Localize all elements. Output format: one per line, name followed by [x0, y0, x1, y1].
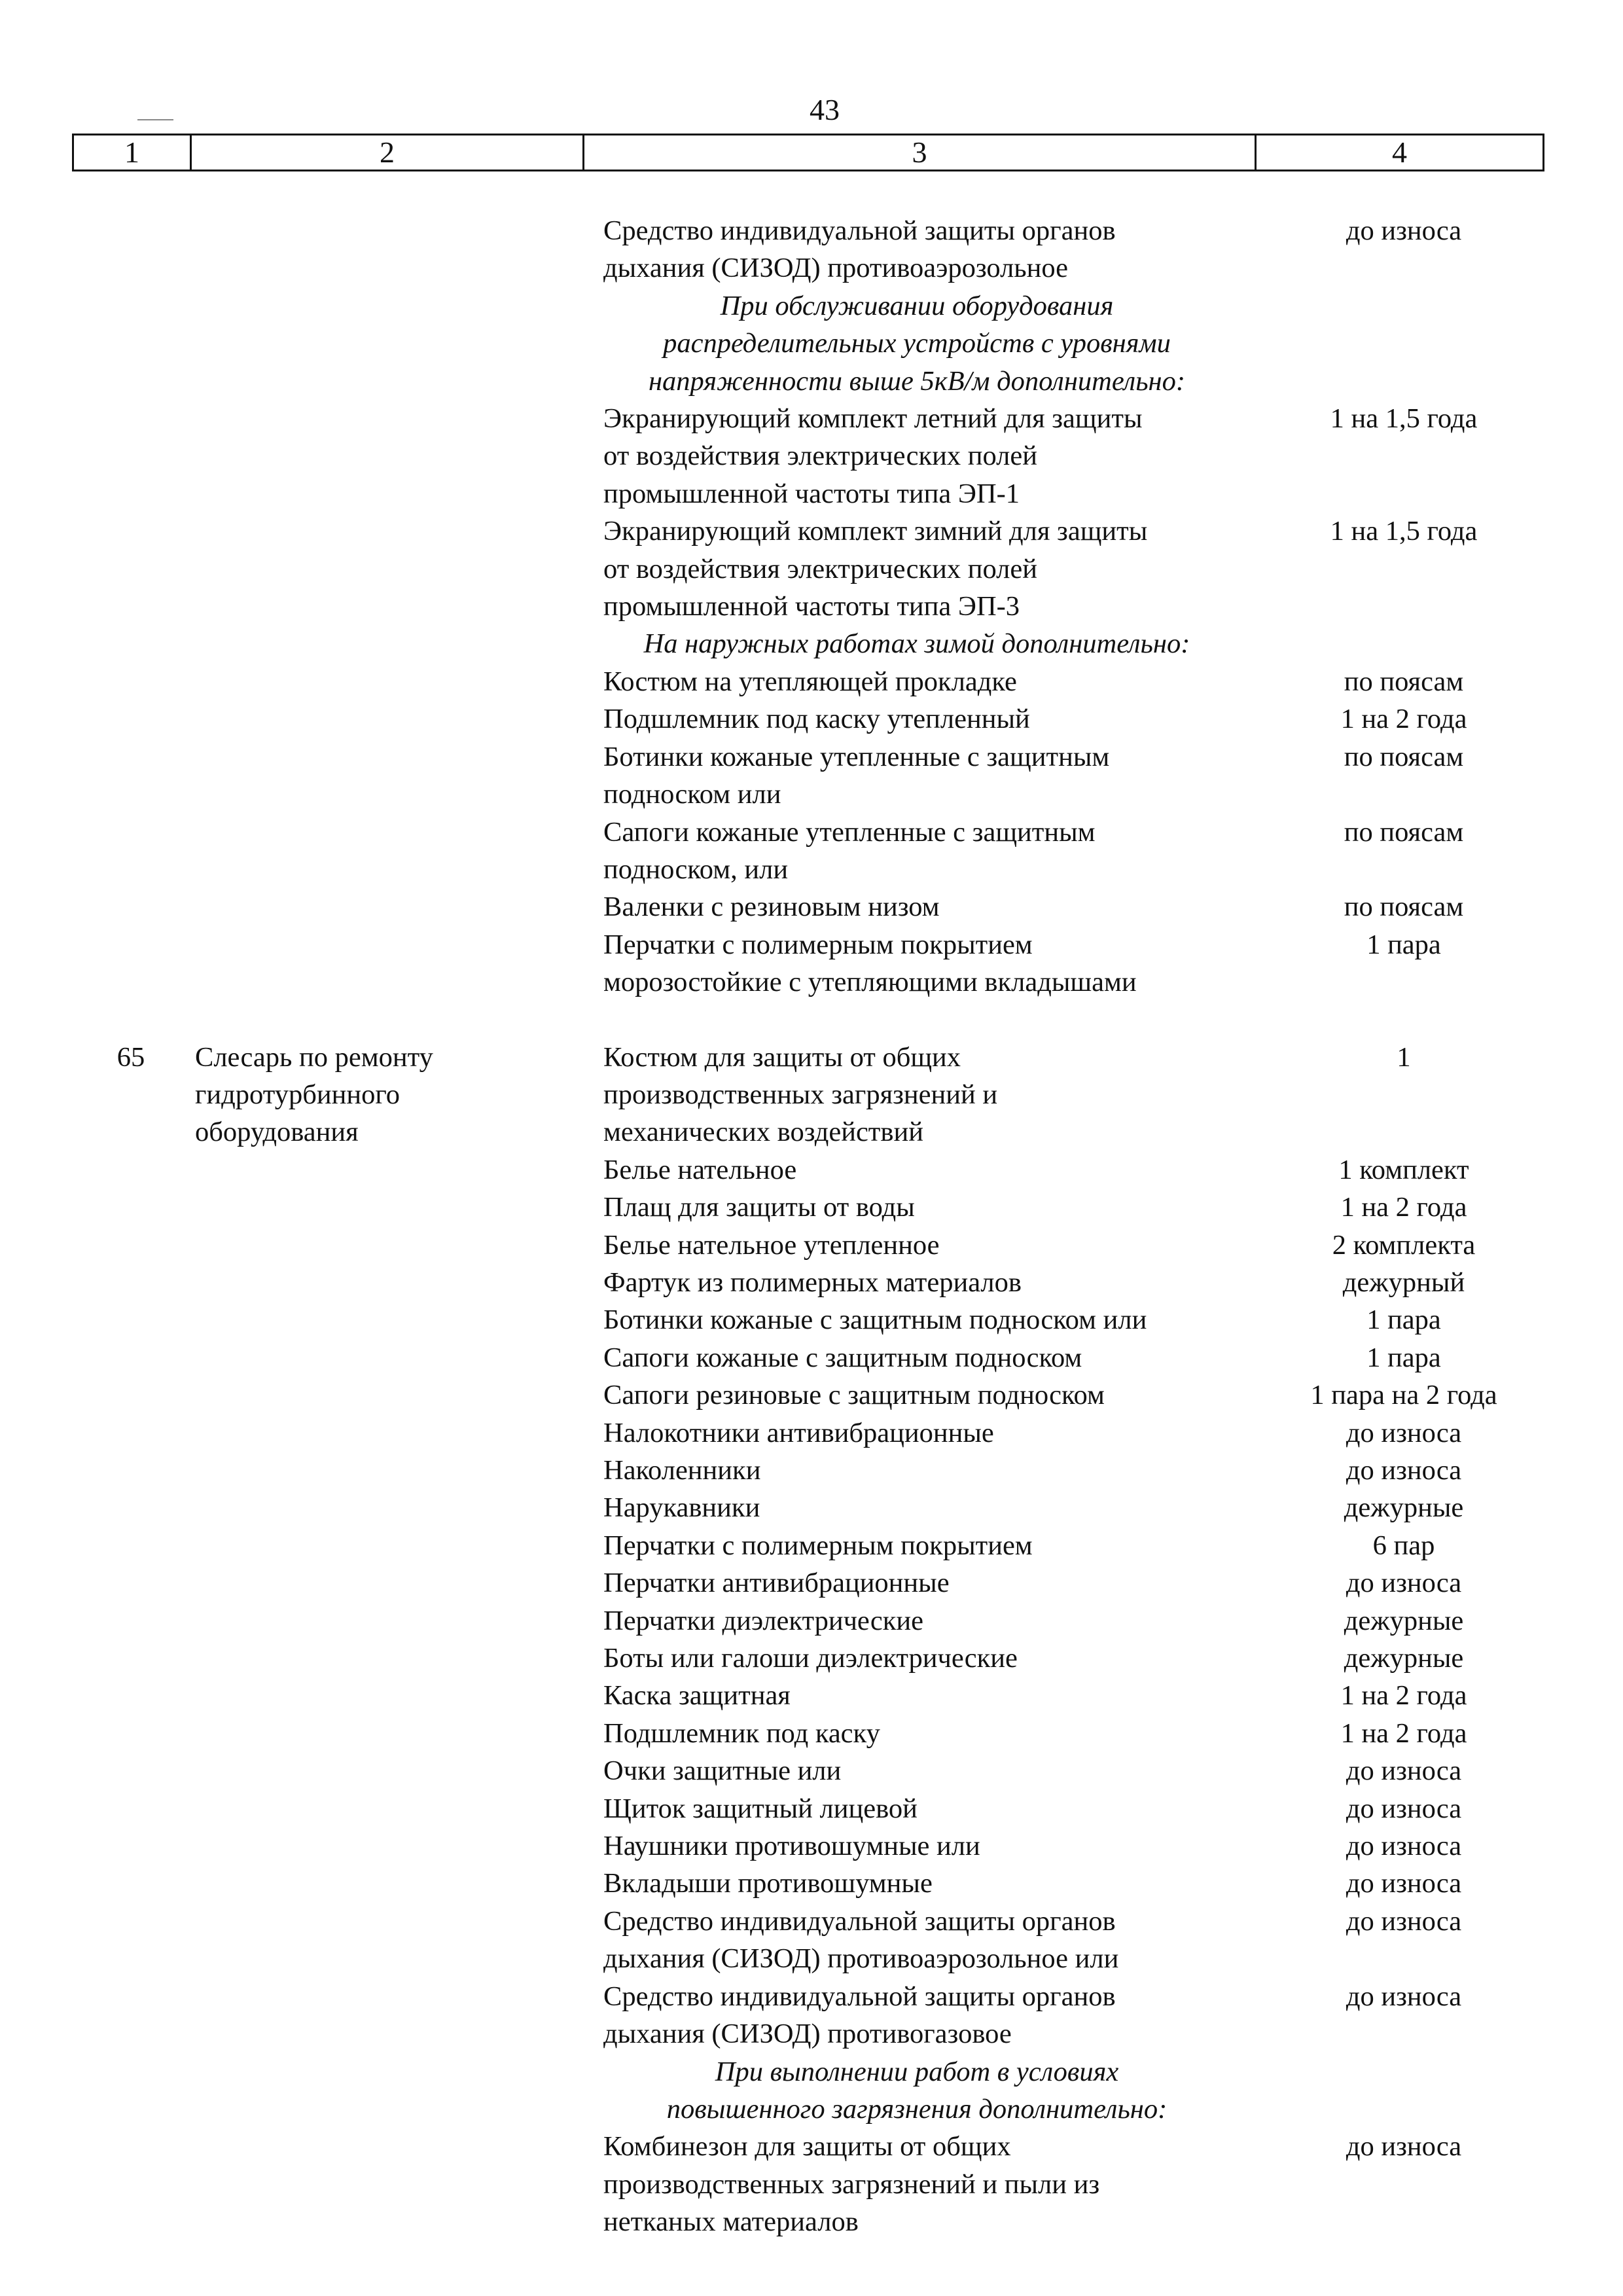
item-name: [596, 1452, 1263, 1489]
header-col-2: 2: [192, 135, 584, 170]
text-line: Подшлемник под каску утепленный: [603, 704, 1030, 735]
table-row: [596, 1865, 1544, 1902]
table-row: [596, 1827, 1544, 1865]
text-line: Экранирующий комплект летний для защиты: [603, 403, 1143, 435]
item-name: [596, 1903, 1263, 1978]
text-line: Костюм на утепляющей прокладке: [603, 666, 1017, 697]
text-line: Перчатки с полимерным покрытием: [603, 929, 1033, 960]
empty-cell: [190, 625, 596, 662]
empty-cell: [72, 926, 190, 1001]
item-name: [596, 700, 1263, 738]
item-norm: 1 на 2 года: [1340, 1680, 1467, 1712]
item-norm: 1 пара: [1366, 1342, 1441, 1373]
item-norm: 1 на 1,5 года: [1330, 403, 1478, 435]
text-line: Плащ для защиты от воды: [603, 1192, 915, 1223]
item-name: [596, 1640, 1263, 1677]
text-line: Каска защитная: [603, 1680, 791, 1712]
item-name: [596, 512, 1263, 625]
text-line: Валенки с резиновым низом: [603, 891, 940, 923]
item-norm: 6 пар: [1372, 1530, 1435, 1561]
empty-cell: [190, 287, 596, 400]
item-name: [596, 1039, 1263, 1151]
text-line: дыхания (СИЗОД) противоаэрозольное: [603, 253, 1069, 284]
text-line: морозостойкие с утепляющими вкладышами: [603, 967, 1137, 998]
item-norm: 1 на 2 года: [1340, 1192, 1467, 1223]
item-norm: 1: [1397, 1041, 1411, 1073]
item-name: [596, 1189, 1263, 1226]
table-row: [596, 2128, 1544, 2240]
item-norm: до износа: [1346, 1417, 1462, 1448]
profession-line: оборудования: [195, 1117, 359, 1148]
text-line: повышенного загрязнения дополнительно:: [666, 2093, 1168, 2125]
text-line: распределительных устройств с уровнями: [663, 328, 1171, 359]
table-row: [596, 1339, 1544, 1376]
profession-line: гидротурбинного: [195, 1079, 400, 1110]
item-name: [596, 1790, 1263, 1827]
text-line: Сапоги кожаные с защитным подноском: [603, 1342, 1082, 1373]
item-name: [596, 926, 1263, 1001]
item-name: [596, 1527, 1263, 1564]
text-line: Белье нательное утепленное: [603, 1229, 940, 1261]
item-norm: 1 пара: [1366, 929, 1441, 960]
table-header: [72, 134, 1544, 171]
text-line: Белье нательное: [603, 1154, 797, 1185]
item-norm: по поясам: [1344, 816, 1464, 848]
table-row: [596, 1715, 1544, 1752]
empty-cell: [190, 814, 596, 889]
item-norm: 1 пара: [1366, 1304, 1441, 1336]
item-name: [596, 814, 1263, 889]
text-line: Боты или галоши диэлектрические: [603, 1643, 1018, 1674]
text-line: Фартук из полимерных материалов: [603, 1266, 1022, 1298]
text-line: Перчатки диэлектрические: [603, 1605, 923, 1636]
text-line: Очки защитные или: [603, 1755, 842, 1787]
text-line: от воздействия электрических полей: [603, 440, 1037, 472]
empty-cell: [190, 888, 596, 925]
item-norm: 2 комплекта: [1332, 1229, 1476, 1261]
text-line: Костюм для защиты от общих: [603, 1041, 961, 1073]
text-line: подноском или: [603, 779, 781, 810]
item-name: [596, 1339, 1263, 1376]
item-name: [596, 1677, 1263, 1714]
item-norm: 1 на 2 года: [1340, 704, 1467, 735]
empty-cell: [190, 926, 596, 1001]
item-norm: до износа: [1346, 1981, 1462, 2012]
item-norm: 1 пара на 2 года: [1310, 1380, 1497, 1411]
section-note: [596, 2053, 1263, 2128]
empty-cell: [72, 512, 190, 625]
text-line: На наружных работах зимой дополнительно:: [643, 628, 1190, 660]
entry-items: [596, 1039, 1544, 2241]
item-name: [596, 1602, 1263, 1640]
table-row: [596, 1227, 1544, 1264]
item-norm: по поясам: [1344, 741, 1464, 772]
empty-cell: [72, 663, 190, 700]
section-note: [596, 287, 1263, 400]
item-name: [596, 1301, 1263, 1338]
item-norm: до износа: [1346, 1868, 1462, 1899]
page-number: 43: [810, 93, 840, 126]
text-line: производственных загрязнений и пыли из: [603, 2168, 1100, 2200]
header-dash: [137, 119, 173, 120]
item-name: [596, 1489, 1263, 1526]
empty-cell: [190, 212, 596, 287]
empty-cell: [190, 400, 596, 512]
table-row: [72, 663, 1544, 700]
item-norm: до износа: [1346, 215, 1462, 246]
item-norm: 1 на 1,5 года: [1330, 516, 1478, 547]
text-line: Средство индивидуальной защиты органов: [603, 1981, 1116, 2012]
text-line: При выполнении работ в условиях: [715, 2056, 1119, 2087]
table-row: [72, 400, 1544, 512]
table-body: [72, 212, 1544, 2241]
table-row: [596, 1301, 1544, 1338]
empty-cell: [72, 287, 190, 400]
item-norm: по поясам: [1344, 666, 1464, 697]
item-name: [596, 2128, 1263, 2240]
item-norm: 1 комплект: [1338, 1154, 1469, 1185]
text-line: дыхания (СИЗОД) противогазовое: [603, 2018, 1012, 2050]
text-line: промышленной частоты типа ЭП-1: [603, 478, 1020, 509]
item-name: [596, 400, 1263, 512]
text-line: Подшлемник под каску: [603, 1717, 880, 1749]
item-name: [596, 1151, 1263, 1189]
item-name: [596, 663, 1263, 700]
item-norm: [1263, 2053, 1544, 2128]
table-row: [72, 700, 1544, 738]
table-row: [596, 1452, 1544, 1489]
item-norm: дежурные: [1344, 1605, 1464, 1636]
text-line: Вкладыши противошумные: [603, 1868, 933, 1899]
table-row: [596, 1039, 1544, 1151]
item-name: [596, 738, 1263, 814]
item-name: [596, 1827, 1263, 1865]
empty-cell: [190, 663, 596, 700]
text-line: от воздействия электрических полей: [603, 553, 1037, 584]
table-row: [596, 1564, 1544, 1602]
item-norm: до износа: [1346, 1793, 1462, 1824]
text-line: Сапоги кожаные утепленные с защитным: [603, 816, 1096, 848]
item-norm: по поясам: [1344, 891, 1464, 923]
empty-cell: [72, 400, 190, 512]
empty-cell: [190, 700, 596, 738]
empty-cell: [190, 738, 596, 814]
text-line: Ботинки кожаные утепленные с защитным: [603, 741, 1110, 772]
table-row: [596, 1264, 1544, 1301]
item-norm: дежурный: [1342, 1266, 1465, 1298]
section-note-row: [72, 287, 1544, 400]
text-line: напряженности выше 5кВ/м дополнительно:: [648, 365, 1186, 397]
section-note-row: [72, 625, 1544, 662]
table-row: [596, 1602, 1544, 1640]
item-name: [596, 1978, 1263, 2053]
item-norm: до износа: [1346, 1455, 1462, 1486]
item-norm: до износа: [1346, 1905, 1462, 1937]
empty-cell: [190, 512, 596, 625]
item-norm: до износа: [1346, 2131, 1462, 2162]
table-row: [596, 1151, 1544, 1189]
text-line: производственных загрязнений и: [603, 1079, 998, 1110]
text-line: Налокотники антивибрационные: [603, 1417, 994, 1448]
text-line: Наколенники: [603, 1455, 761, 1486]
table-row: [72, 512, 1544, 625]
item-name: [596, 1227, 1263, 1264]
table-row: [72, 926, 1544, 1001]
table-row: [72, 212, 1544, 287]
empty-cell: [72, 814, 190, 889]
text-line: Комбинезон для защиты от общих: [603, 2131, 1011, 2162]
text-line: Экранирующий комплект зимний для защиты: [603, 516, 1148, 547]
text-line: Наушники противошумные или: [603, 1831, 980, 1862]
table-row: [72, 738, 1544, 814]
item-norm: дежурные: [1344, 1643, 1464, 1674]
text-line: нетканых материалов: [603, 2206, 859, 2238]
text-line: Средство индивидуальной защиты органов: [603, 215, 1116, 246]
empty-cell: [72, 738, 190, 814]
header-col-3: 3: [584, 135, 1257, 170]
table-row: [596, 1903, 1544, 1978]
text-line: Перчатки с полимерным покрытием: [603, 1530, 1033, 1561]
item-norm: 1 на 2 года: [1340, 1717, 1467, 1749]
item-norm: дежурные: [1344, 1492, 1464, 1524]
table-row: [72, 814, 1544, 889]
profession-name: [190, 1039, 596, 2241]
table-row: [596, 1677, 1544, 1714]
header-col-4: 4: [1392, 135, 1407, 169]
table-row: [596, 1527, 1544, 1564]
item-name: [596, 888, 1263, 925]
text-line: Сапоги резиновые с защитным подноском: [603, 1380, 1105, 1411]
text-line: Ботинки кожаные с защитным подноском или: [603, 1304, 1147, 1336]
item-norm: до износа: [1346, 1568, 1462, 1599]
table-row: [596, 1978, 1544, 2053]
entry-65: [72, 1039, 1544, 2241]
text-line: промышленной частоты типа ЭП-3: [603, 591, 1020, 622]
item-norm: до износа: [1346, 1755, 1462, 1787]
entry-gap: [72, 1001, 1544, 1039]
table-row: [72, 888, 1544, 925]
text-line: Щиток защитный лицевой: [603, 1793, 918, 1824]
empty-cell: [72, 625, 190, 662]
text-line: Перчатки антивибрационные: [603, 1568, 950, 1599]
item-name: [596, 1564, 1263, 1602]
item-name: [596, 1715, 1263, 1752]
header-col-1: 1: [74, 135, 192, 170]
item-name: [596, 1264, 1263, 1301]
table-row: [596, 1189, 1544, 1226]
item-name: [596, 1414, 1263, 1452]
profession-line: Слесарь по ремонту: [195, 1041, 433, 1073]
table-row: [596, 1489, 1544, 1526]
table-row: [596, 1790, 1544, 1827]
text-line: дыхания (СИЗОД) противоаэрозольное или: [603, 1943, 1119, 1975]
text-line: Средство индивидуальной защиты органов: [603, 1905, 1116, 1937]
item-name: [596, 1376, 1263, 1414]
section-note-row: [596, 2053, 1544, 2128]
empty-cell: [72, 700, 190, 738]
item-name: [596, 1865, 1263, 1902]
item-norm: до износа: [1346, 1831, 1462, 1862]
entry-number: 65: [116, 1041, 145, 1073]
item-norm: [1263, 287, 1544, 400]
empty-cell: [72, 888, 190, 925]
empty-cell: [72, 212, 190, 287]
text-line: При обслуживании оборудования: [720, 290, 1114, 321]
item-name: [596, 1752, 1263, 1789]
table-row: [596, 1640, 1544, 1677]
text-line: подноском, или: [603, 853, 789, 885]
text-line: Нарукавники: [603, 1492, 760, 1524]
section-note: [596, 625, 1263, 662]
continued-entry: [72, 212, 1544, 1001]
table-row: [596, 1414, 1544, 1452]
table-row: [596, 1752, 1544, 1789]
item-name: [596, 212, 1263, 287]
item-norm: [1263, 625, 1544, 662]
text-line: механических воздействий: [603, 1117, 923, 1148]
table-row: [596, 1376, 1544, 1414]
